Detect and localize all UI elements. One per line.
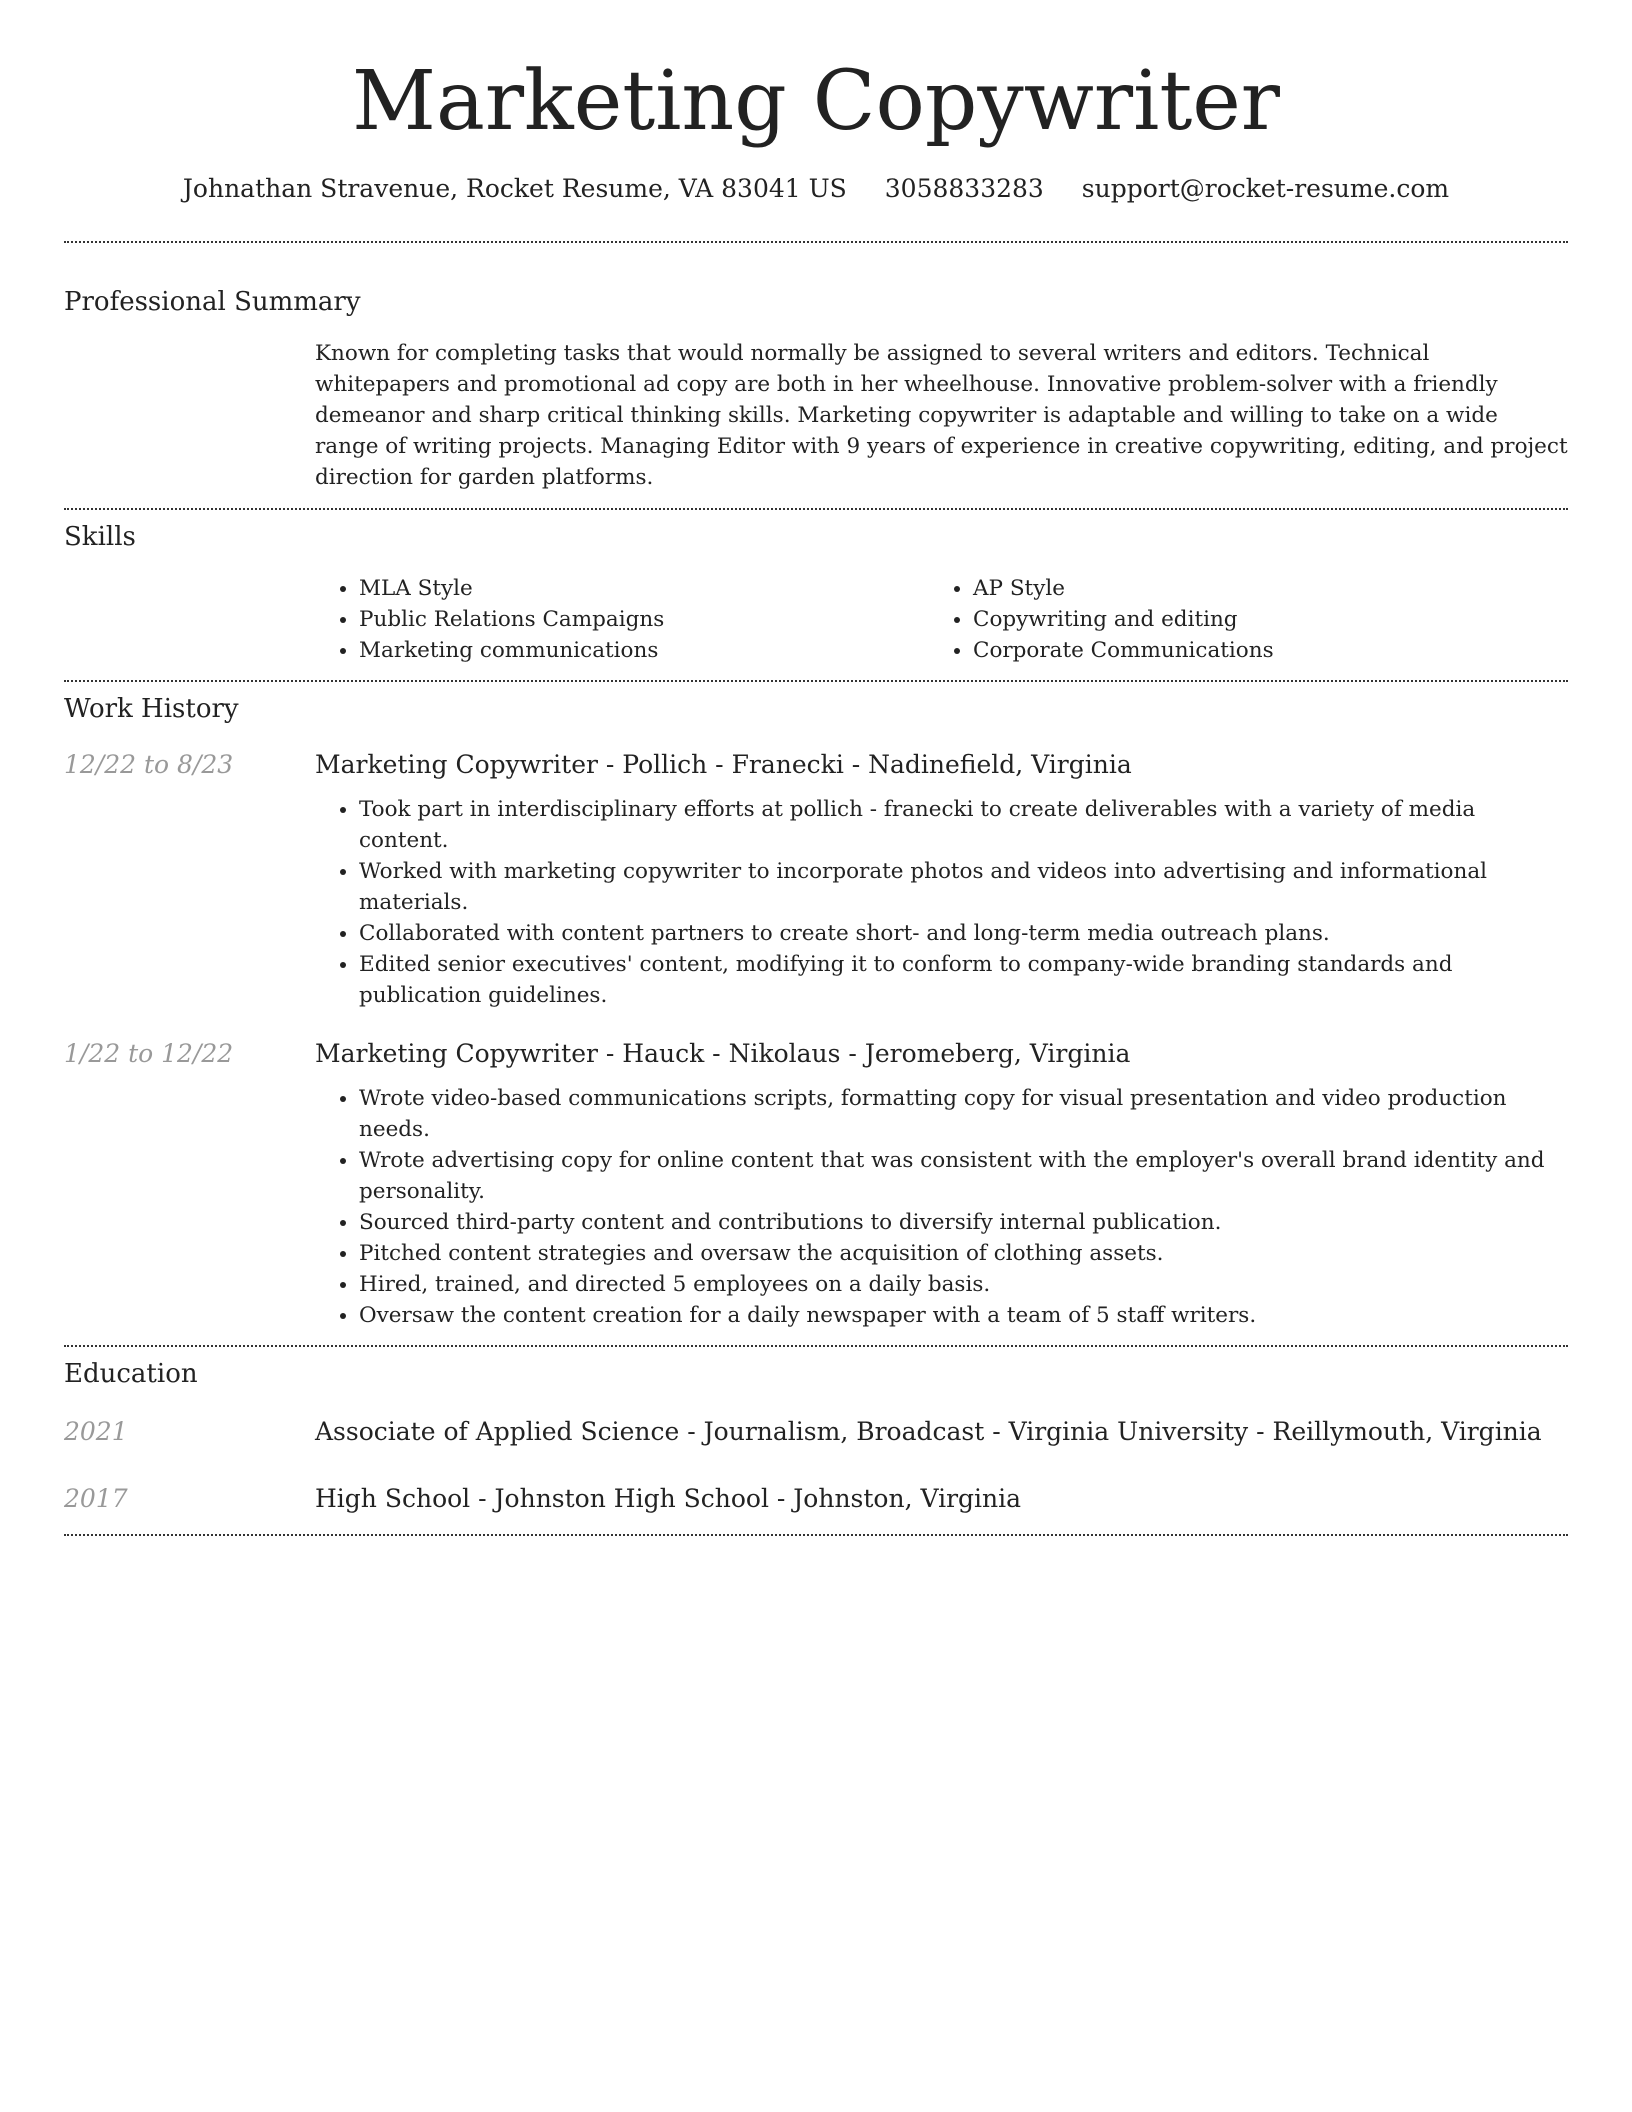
education-entry bbox=[64, 1482, 1568, 1516]
section-title-skills: Skills bbox=[64, 522, 136, 552]
divider bbox=[64, 241, 1568, 243]
contact-phone: 3058833283 bbox=[884, 174, 1044, 203]
education-text: Associate of Applied Science - Journalism, Broadcast - Virginia University - Reillymouth, Virginia bbox=[315, 1417, 1542, 1446]
resume-name: Marketing Copywriter bbox=[351, 54, 1281, 149]
skill-item: • Corporate Communications bbox=[973, 635, 1473, 666]
job-dates: 12/22 to 8/23 bbox=[64, 750, 234, 779]
divider bbox=[64, 508, 1568, 510]
divider bbox=[64, 1345, 1568, 1347]
contact-address: Johnathan Stravenue, Rocket Resume, VA 83041 US bbox=[182, 174, 847, 203]
job-bullet: • Edited senior executives' content, modifying it to conform to company-wide branding standards and publication guidelines. bbox=[359, 949, 1568, 1011]
skill-item: • Public Relations Campaigns bbox=[359, 604, 929, 635]
job-bullet: • Collaborated with content partners to create short- and long-term media outreach plans. bbox=[359, 918, 1568, 949]
summary-text: Known for completing tasks that would normally be assigned to several writers and editors. Technical whitepapers and promotional ad copy are both in her wheelhouse. Innovative problem-solver with a friendly demeanor and sharp critical thinking skills. Marketing copywriter is adaptable and willing to take on a wide range of writing projects. Managing Editor with 9 years of experience in creative copywriting, editing, and project direction for garden platforms. bbox=[315, 341, 1568, 490]
job-entry bbox=[64, 748, 1568, 1011]
section-title-education: Education bbox=[64, 1359, 198, 1389]
education-section bbox=[64, 1357, 1568, 1516]
education-year: 2017 bbox=[64, 1484, 128, 1513]
divider bbox=[64, 680, 1568, 682]
skills-column-left bbox=[315, 573, 929, 666]
skills-column-right bbox=[929, 573, 1473, 666]
job-bullet: • Hired, trained, and directed 5 employees on a daily basis. bbox=[359, 1269, 1568, 1300]
section-title-summary: Professional Summary bbox=[64, 287, 361, 317]
job-bullet: • Oversaw the content creation for a daily newspaper with a team of 5 staff writers. bbox=[359, 1300, 1568, 1331]
skill-item: • MLA Style bbox=[359, 573, 929, 604]
job-bullet: • Sourced third-party content and contributions to diversify internal publication. bbox=[359, 1207, 1568, 1238]
contact-line bbox=[64, 172, 1568, 206]
job-dates: 1/22 to 12/22 bbox=[64, 1039, 234, 1068]
contact-email: support@rocket-resume.com bbox=[1081, 174, 1450, 203]
job-bullet: • Took part in interdisciplinary efforts at pollich - franecki to create deliverables with a variety of media content. bbox=[359, 794, 1568, 856]
work-section bbox=[64, 692, 1568, 1331]
job-bullet: • Pitched content strategies and oversaw the acquisition of clothing assets. bbox=[359, 1238, 1568, 1269]
job-title: Marketing Copywriter - Hauck - Nikolaus - Jeromeberg, Virginia bbox=[315, 1039, 1131, 1068]
job-entry bbox=[64, 1037, 1568, 1331]
skills-list bbox=[315, 573, 1568, 666]
job-bullets bbox=[315, 1083, 1568, 1331]
education-entry bbox=[64, 1415, 1568, 1449]
skill-item: • Copywriting and editing bbox=[973, 604, 1473, 635]
job-bullet: • Worked with marketing copywriter to incorporate photos and videos into advertising and informational materials. bbox=[359, 856, 1568, 918]
job-bullet: • Wrote advertising copy for online content that was consistent with the employer's overall brand identity and personality. bbox=[359, 1145, 1568, 1207]
section-title-work: Work History bbox=[64, 694, 239, 724]
skill-item: • Marketing communications bbox=[359, 635, 929, 666]
job-bullets bbox=[315, 794, 1568, 1011]
skill-item: • AP Style bbox=[973, 573, 1473, 604]
job-bullet: • Wrote video-based communications scripts, formatting copy for visual presentation and video production needs. bbox=[359, 1083, 1568, 1145]
education-year: 2021 bbox=[64, 1417, 128, 1446]
job-title: Marketing Copywriter - Pollich - Franecki - Nadinefield, Virginia bbox=[315, 750, 1132, 779]
summary-section bbox=[64, 285, 1568, 493]
skills-section bbox=[64, 520, 1568, 666]
education-text: High School - Johnston High School - Johnston, Virginia bbox=[315, 1484, 1022, 1513]
divider bbox=[64, 1534, 1568, 1536]
